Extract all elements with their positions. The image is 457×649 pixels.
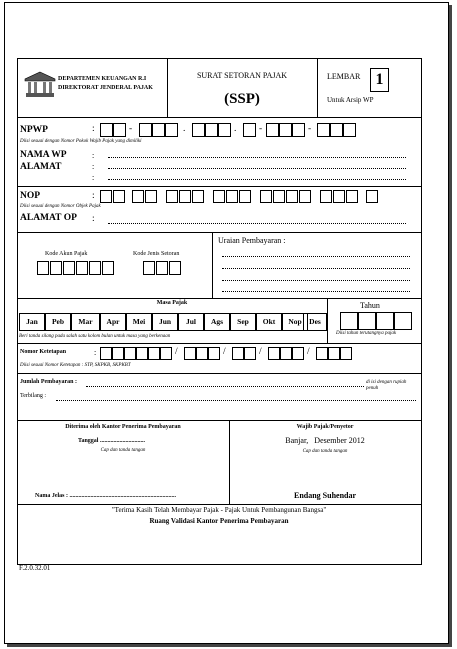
month-mar[interactable]: Mar xyxy=(71,313,100,331)
jumlah-label: Jumlah Pembayaran : xyxy=(20,379,77,385)
month-peb[interactable]: Peb xyxy=(45,313,71,331)
validasi-label: Ruang Validasi Kantor Penerima Pembayaran xyxy=(149,517,289,525)
nop-bottom-line xyxy=(17,232,421,233)
dept-line-2: DIREKTORAT JENDERAL PAJAK xyxy=(58,85,153,91)
month-okt[interactable]: Okt xyxy=(256,313,282,331)
tahun-label: Tahun xyxy=(360,301,380,310)
nop-colon: : xyxy=(92,191,95,201)
alamat-label: ALAMAT xyxy=(20,162,62,172)
ketetapan-colon: : xyxy=(94,348,97,357)
npwp-box-12[interactable] xyxy=(292,123,305,137)
nop-box-2[interactable] xyxy=(113,190,125,203)
uraian-line-1[interactable] xyxy=(222,256,410,257)
right-cap-note: Cap dan tanda tangan xyxy=(302,449,348,454)
ketetapan-box-12[interactable] xyxy=(268,347,280,360)
month-des[interactable]: Des xyxy=(303,313,327,331)
masa-pajak-label: Masa Pajak xyxy=(156,300,188,306)
nop-box-5[interactable] xyxy=(166,190,178,203)
nop-box-3[interactable] xyxy=(132,190,144,203)
kode-akun-label: Kode Akun Pajak xyxy=(45,251,88,257)
nop-box-15[interactable] xyxy=(320,190,332,203)
npwp-box-11[interactable] xyxy=(279,123,292,137)
codes-bottom-line xyxy=(17,298,421,299)
kode-akun-box-1[interactable] xyxy=(37,261,49,275)
ketetapan-label: Nomor Ketetapan xyxy=(20,349,67,355)
ketetapan-box-2[interactable] xyxy=(112,347,124,360)
kode-setoran-box-2[interactable] xyxy=(156,261,168,275)
ketetapan-box-6[interactable] xyxy=(160,347,172,360)
alamat-op-field[interactable] xyxy=(108,223,406,224)
npwp-box-7[interactable] xyxy=(205,123,218,137)
signature-bottom-line xyxy=(17,504,421,505)
ministry-logo xyxy=(24,71,56,99)
uraian-line-3[interactable] xyxy=(222,280,410,281)
npwp-label: NPWP xyxy=(20,125,48,135)
nop-hint: Diisi sesuai dengan Nomor Objek Pajak xyxy=(20,204,101,209)
header-divider-2 xyxy=(317,58,318,117)
kode-akun-box-6[interactable] xyxy=(102,261,114,275)
nop-box-16[interactable] xyxy=(333,190,345,203)
nop-box-12[interactable] xyxy=(273,190,285,203)
ketetapan-box-3[interactable] xyxy=(124,347,136,360)
kode-akun-box-2[interactable] xyxy=(50,261,62,275)
nop-box-18[interactable] xyxy=(366,190,378,203)
nop-box-17[interactable] xyxy=(346,190,358,203)
npwp-box-9[interactable] xyxy=(243,123,256,137)
npwp-colon: : xyxy=(92,124,95,134)
kode-akun-box-3[interactable] xyxy=(63,261,75,275)
form-code: F.2.0.32.01 xyxy=(19,564,51,572)
nop-box-14[interactable] xyxy=(299,190,311,203)
month-jul[interactable]: Jul xyxy=(178,313,204,331)
taxpayer-name: Endang Suhendar xyxy=(293,491,357,500)
nop-box-13[interactable] xyxy=(286,190,298,203)
npwp-box-8[interactable] xyxy=(218,123,231,137)
nop-box-4[interactable] xyxy=(145,190,157,203)
header-bottom-line xyxy=(17,117,421,118)
nop-box-9[interactable] xyxy=(226,190,238,203)
nama-wp-label: NAMA WP xyxy=(20,150,67,160)
npwp-sep-3: . xyxy=(234,124,237,134)
month-ags[interactable]: Ags xyxy=(204,313,230,331)
nama-jelas-label: Nama Jelas : ....................................................................... xyxy=(35,493,176,499)
tahun-box-2[interactable] xyxy=(358,312,376,330)
alamat-colon-2: : xyxy=(92,173,95,182)
alamat-field-1[interactable] xyxy=(108,168,406,169)
identity-bottom-line xyxy=(17,186,421,187)
ketetapan-slash-2: / xyxy=(223,347,226,357)
tahun-divider xyxy=(327,298,328,343)
jumlah-note: di isi dengan rupiah penuh xyxy=(366,380,407,391)
npwp-box-5[interactable] xyxy=(165,123,178,137)
npwp-box-14[interactable] xyxy=(330,123,343,137)
month-nop[interactable]: Nop xyxy=(282,313,308,331)
lembar-label: LEMBAR xyxy=(327,72,361,81)
nop-box-7[interactable] xyxy=(192,190,204,203)
month-apr[interactable]: Apr xyxy=(100,313,126,331)
ketetapan-box-9[interactable] xyxy=(208,347,220,360)
tanggal-label: Tanggal .............................. xyxy=(78,438,145,444)
ketetapan-box-16[interactable] xyxy=(328,347,340,360)
ketetapan-box-7[interactable] xyxy=(184,347,196,360)
ketetapan-box-13[interactable] xyxy=(280,347,292,360)
ketetapan-box-4[interactable] xyxy=(136,347,148,360)
tahun-box-1[interactable] xyxy=(340,312,358,330)
npwp-sep-2: . xyxy=(183,124,186,134)
thanks-message: "Terima Kasih Telah Membayar Pajak - Pajak Untuk Pembangunan Bangsa" xyxy=(111,506,327,514)
left-signature-title: Diterima oleh Kantor Penerima Pembayaran xyxy=(65,424,181,430)
month-jun[interactable]: Jun xyxy=(152,313,178,331)
tahun-box-4[interactable] xyxy=(394,312,412,330)
nama-wp-field[interactable] xyxy=(108,157,406,158)
months-note: Beri tanda silang pada salah satu kolom bulan untuk masa yang berkenaan xyxy=(19,334,171,339)
npwp-box-2[interactable] xyxy=(113,123,126,137)
nop-box-11[interactable] xyxy=(260,190,272,203)
uraian-label: Uraian Pembayaran : xyxy=(218,236,286,245)
npwp-box-13[interactable] xyxy=(317,123,330,137)
ketetapan-box-10[interactable] xyxy=(232,347,244,360)
npwp-sep-5: - xyxy=(308,124,312,134)
npwp-box-6[interactable] xyxy=(192,123,205,137)
alamat-colon-1: : xyxy=(92,162,95,171)
header-divider-1 xyxy=(167,58,168,117)
nama-colon: : xyxy=(92,151,95,160)
uraian-line-4[interactable] xyxy=(222,291,410,292)
npwp-box-4[interactable] xyxy=(152,123,165,137)
month-mei[interactable]: Mei xyxy=(126,313,152,331)
right-signature-title: Wajib Pajak/Penyetor xyxy=(296,424,354,430)
ketetapan-box-15[interactable] xyxy=(316,347,328,360)
ketetapan-slash-1: / xyxy=(175,347,178,357)
place-date: Banjar, Desember 2012 xyxy=(285,436,365,445)
kode-setoran-label: Kode Jenis Setoran xyxy=(133,251,180,257)
npwp-sep-1: - xyxy=(129,124,133,134)
alamat-op-label: ALAMAT OP xyxy=(20,213,77,223)
nop-box-10[interactable] xyxy=(239,190,251,203)
ketetapan-hint: Diisi sesuai Nomor Ketetapan : STP, SKPKB, SKPKBT xyxy=(20,363,131,368)
lembar-note: Untuk Arsip WP xyxy=(327,96,374,104)
form-abbr: (SSP) xyxy=(224,91,260,107)
npwp-sep-4: - xyxy=(259,124,263,134)
lembar-number: 1 xyxy=(370,68,389,92)
ketetapan-box-8[interactable] xyxy=(196,347,208,360)
nop-label: NOP xyxy=(20,191,41,201)
nop-box-1[interactable] xyxy=(100,190,112,203)
terbilang-field[interactable] xyxy=(56,400,416,401)
ketetapan-box-11[interactable] xyxy=(244,347,256,360)
kode-akun-box-4[interactable] xyxy=(76,261,88,275)
tahun-box-3[interactable] xyxy=(376,312,394,330)
left-cap-note: Cap dan tanda tangan xyxy=(100,448,146,453)
nop-box-6[interactable] xyxy=(179,190,191,203)
jumlah-field[interactable] xyxy=(86,386,364,387)
payment-bottom-line xyxy=(17,420,421,421)
nop-box-8[interactable] xyxy=(213,190,225,203)
dept-line-1: DEPARTEMEN KEUANGAN R.I xyxy=(58,76,147,82)
kode-setoran-box-1[interactable] xyxy=(143,261,155,275)
npwp-box-3[interactable] xyxy=(139,123,152,137)
ketetapan-slash-4: / xyxy=(307,347,310,357)
uraian-line-2[interactable] xyxy=(222,268,410,269)
form-title: SURAT SETORAN PAJAK xyxy=(196,71,288,80)
kode-akun-box-5[interactable] xyxy=(89,261,101,275)
ketetapan-slash-3: / xyxy=(259,347,262,357)
ketetapan-box-5[interactable] xyxy=(148,347,160,360)
month-sep[interactable]: Sep xyxy=(230,313,256,331)
terbilang-label: Terbilang : xyxy=(20,393,47,399)
npwp-box-10[interactable] xyxy=(266,123,279,137)
kode-setoran-box-3[interactable] xyxy=(169,261,181,275)
ketetapan-bottom-line xyxy=(17,373,421,374)
npwp-box-15[interactable] xyxy=(343,123,356,137)
codes-divider xyxy=(212,232,213,298)
alamat-field-2[interactable] xyxy=(108,179,406,180)
ketetapan-box-14[interactable] xyxy=(292,347,304,360)
ketetapan-box-17[interactable] xyxy=(340,347,352,360)
npwp-box-1[interactable] xyxy=(100,123,113,137)
tahun-note: Diisi tahun terutangnya pajak xyxy=(336,331,397,336)
period-bottom-line xyxy=(17,343,421,344)
npwp-hint: Diisi sesuai dengan Nomor Pokok Wajib Pajak yang dimiliki xyxy=(20,139,142,144)
ketetapan-box-1[interactable] xyxy=(100,347,112,360)
alamat-op-colon: : xyxy=(92,214,95,224)
month-jan[interactable]: Jan xyxy=(19,313,45,331)
